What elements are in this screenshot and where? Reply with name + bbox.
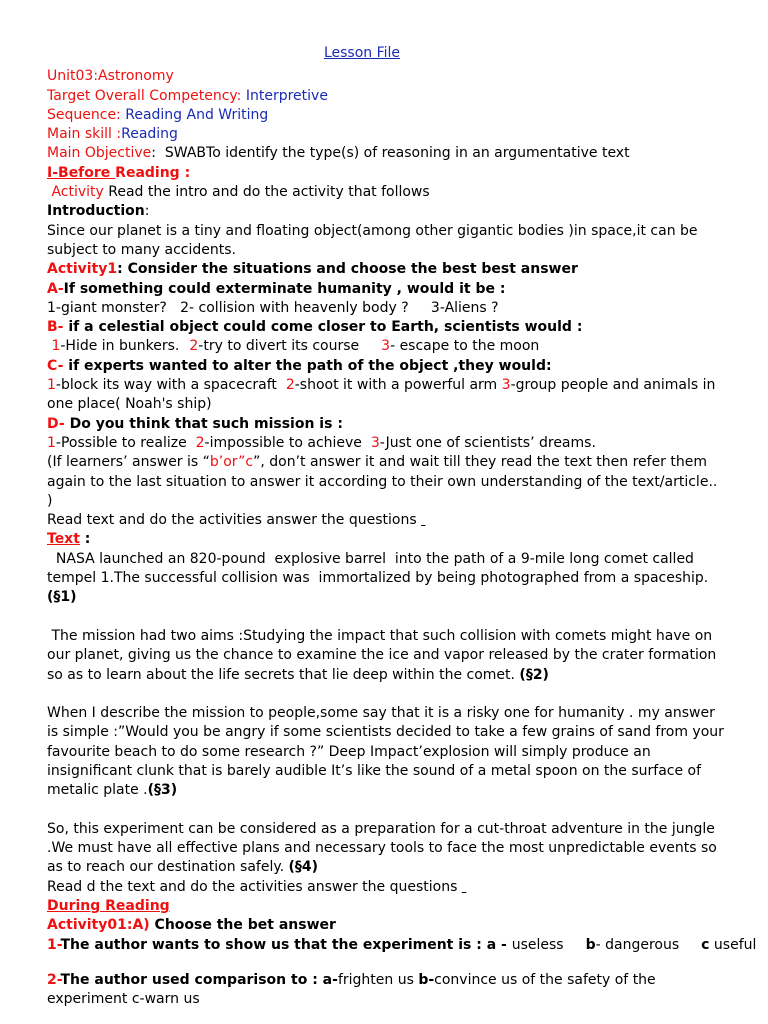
main-objective: Main Objective: SWABTo identify the type(s) of reasoning in an argumentative text bbox=[47, 145, 630, 162]
activity1-heading: Activity1: Consider the situations and choose the best best answer bbox=[47, 261, 578, 278]
target-competency: Target Overall Competency: Interpretive bbox=[47, 87, 328, 104]
question-d: D- Do you think that such mission is : bbox=[47, 415, 343, 432]
objective-value: SWABTo identify the type(s) of reasoning in an argumentative text bbox=[164, 145, 630, 162]
during-reading-heading: During Reading bbox=[47, 898, 170, 915]
lesson-document bbox=[47, 44, 757, 1010]
paragraph-1: NASA launched an 820-pound explosive barrel into the path of a 9-mile long comet called tempel 1.The successful collision was immortalized by being photographed from a spaceship. (§1) bbox=[47, 550, 709, 606]
skill-value: Reading bbox=[121, 126, 178, 143]
introduction-text: Since our planet is a tiny and floating object(among other gigantic bodies )in space,it can be subject to many accidents. bbox=[47, 222, 698, 258]
activity01-heading: Activity01:A) Choose the bet answer bbox=[47, 917, 336, 934]
activity-label: Activity bbox=[51, 184, 104, 201]
question-b: B- if a celestial object could come closer to Earth, scientists would : bbox=[47, 319, 583, 336]
activity-instruction bbox=[47, 183, 727, 202]
sequence bbox=[47, 106, 727, 125]
objective-label: Main Objective bbox=[47, 145, 152, 162]
teacher-note: (If learners’ answer is “b’or”c”, don’t answer it and wait till they read the text then refer them again to the last situation to answer it according to their own understanding of the text/article.. ) bbox=[47, 454, 718, 509]
text-heading: Text : bbox=[47, 531, 91, 548]
competency-label: Target Overall Competency bbox=[47, 87, 237, 104]
question-c: C- if experts wanted to alter the path of the object ,they would: bbox=[47, 357, 552, 374]
paragraph-3: When I describe the mission to people,some say that it is a risky one for humanity . my answer is simple :”Would you be angry if some scientists decided to take a few grains of sand from your favourite beach to do some research ?” Deep Impact’explosion will simply produce an insignificant clunk that is barely audible It’s like the sound of a metal spoon on the surface of metalic plate .(§3) bbox=[47, 705, 724, 799]
introduction-heading: Introduction: bbox=[47, 203, 150, 220]
question-b-options: 1-Hide in bunkers. 2-try to divert its course 3- escape to the moon bbox=[51, 338, 540, 355]
question-a-options: 1-giant monster? 2- collision with heavenly body ? 3-Aliens ? bbox=[47, 299, 499, 316]
document-title: Lesson File bbox=[323, 45, 401, 61]
question-2: 2-The author used comparison to : a-frighten us b-convince us of the safety of the experiment c-warn us bbox=[47, 971, 656, 1008]
paragraph-2: The mission had two aims :Studying the impact that such collision with comets might have on our planet, giving us the chance to examine the ice and vapor released by the crater formation so as to learn about the life secrets that lie deep within the comet. (§2) bbox=[47, 627, 721, 683]
paragraph-4: So, this experiment can be considered as a preparation for a cut-throat adventure in the jungle .We must have all effective plans and necessary tools to face the most unpredictable events so as to reach our destination safely. (§4) bbox=[47, 820, 717, 876]
unit-heading: Unit03:Astronomy bbox=[47, 68, 174, 85]
sequence-label: Sequence: bbox=[47, 106, 121, 123]
question-1: 1-The author wants to show us that the experiment is : a - useless b- dangerous c useful bbox=[47, 936, 757, 953]
question-d-options: 1-Possible to realize 2-impossible to achieve 3-Just one of scientists’ dreams. bbox=[47, 434, 596, 451]
competency-value: Interpretive bbox=[245, 87, 328, 104]
sequence-value: Reading And Writing bbox=[125, 106, 269, 123]
read-instruction-1: Read text and do the activities answer the questions bbox=[47, 512, 417, 529]
activity-text: Read the intro and do the activity that follows bbox=[108, 184, 430, 201]
question-a: A-If something could exterminate humanity , would it be : bbox=[47, 280, 506, 297]
read-instruction-2: Read d the text and do the activities answer the questions bbox=[47, 878, 458, 895]
question-c-options: 1-block its way with a spacecraft 2-shoot it with a powerful arm 3-group people and animals in one place( Noah's ship) bbox=[47, 377, 716, 413]
main-skill bbox=[47, 125, 727, 144]
before-reading-heading: I-Before Reading : bbox=[47, 164, 191, 181]
skill-label: Main skill : bbox=[47, 126, 122, 143]
